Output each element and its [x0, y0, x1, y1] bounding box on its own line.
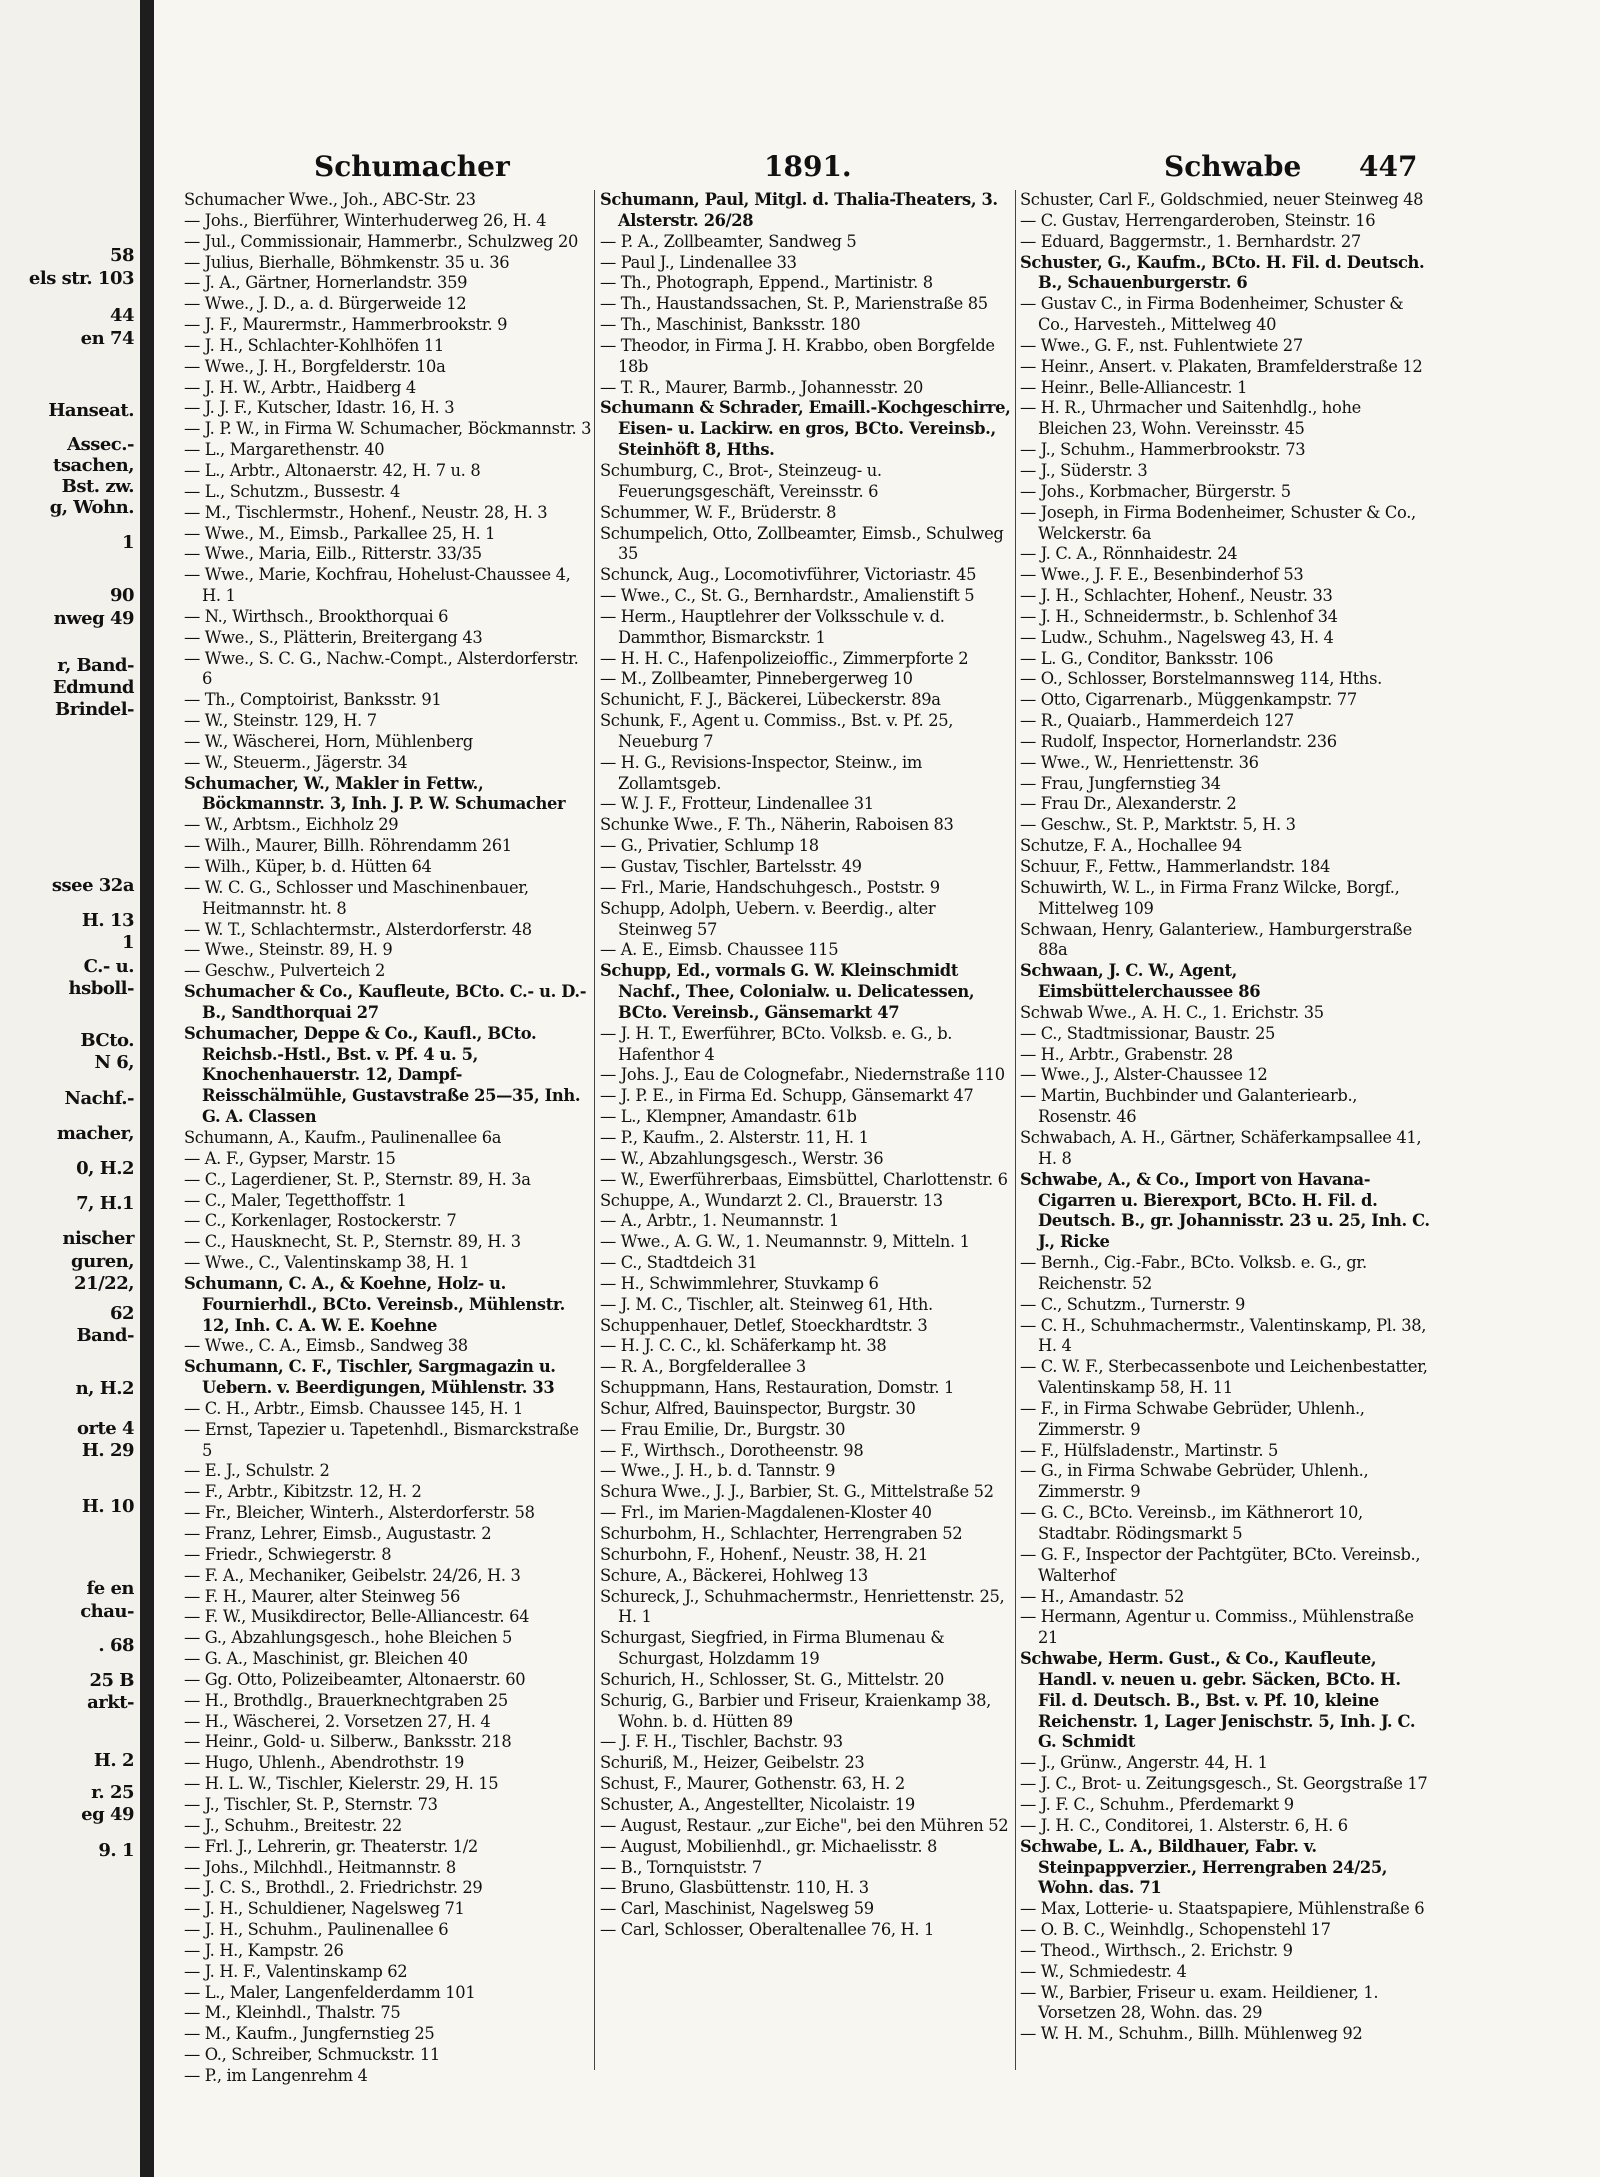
directory-entry: — Wwe., J., Alster-Chaussee 12 [1020, 1065, 1268, 1085]
directory-entry: — Wwe., W., Henriettenstr. 36 [1020, 752, 1259, 772]
directory-entry: — W. J. F., Frotteur, Lindenallee 31 [600, 794, 874, 814]
directory-entry: Schwabe, L. A., Bildhauer, Fabr. v. Steinpappverzier., Herrengraben 24/25, Wohn. das. 71 [1020, 1836, 1388, 1898]
directory-entry: — Franz, Lehrer, Eimsb., Augustastr. 2 [184, 1524, 492, 1543]
directory-entry: — Gustav, Tischler, Bartelsstr. 49 [600, 857, 862, 876]
directory-entry: — C., Maler, Tegetthoffstr. 1 [184, 1190, 407, 1210]
directory-entry: — F., in Firma Schwabe Gebrüder, Uhlenh., Zimmerstr. 9 [1020, 1398, 1365, 1439]
directory-entry: — J. H. W., Arbtr., Haidberg 4 [184, 377, 416, 397]
directory-entry: — J. P. W., in Firma W. Schumacher, Böckmannstr. 3 [184, 419, 592, 439]
prev-page-fragment: 90 [109, 585, 134, 606]
directory-entry: Schurbohm, H., Schlachter, Herrengraben 52 [600, 1524, 963, 1543]
column-divider [594, 190, 595, 2070]
directory-entry: — Gustav C., in Firma Bodenheimer, Schuster & Co., Harvesteh., Mittelweg 40 [1020, 294, 1404, 335]
directory-entry: Schuppmann, Hans, Restauration, Domstr. 1 [600, 1378, 955, 1398]
directory-entry: — J., Tischler, St. P., Sternstr. 73 [184, 1794, 438, 1814]
directory-entry: — Wwe., S., Plätterin, Breitergang 43 [184, 627, 483, 647]
directory-entry: Schunicht, F. J., Bäckerei, Lübeckerstr. 89a [600, 690, 941, 710]
prev-page-fragment: guren, [71, 1251, 134, 1272]
directory-entry: — L., Schutzm., Bussestr. 4 [184, 481, 401, 501]
directory-entry: — Wilh., Maurer, Billh. Röhrendamm 261 [184, 836, 512, 856]
directory-entry: — L. G., Conditor, Banksstr. 106 [1020, 648, 1274, 668]
previous-page-edge [0, 0, 143, 2177]
directory-entry: Schuster, Carl F., Goldschmied, neuer Steinweg 48 [1020, 190, 1424, 209]
directory-entry: — J. H., Schuldiener, Nagelsweg 71 [184, 1899, 465, 1919]
directory-entry: — J. H., Schneidermstr., b. Schlenhof 34 [1020, 606, 1338, 626]
directory-entry: — C., Stadtmissionar, Baustr. 25 [1020, 1023, 1276, 1043]
directory-entry: Schunke Wwe., F. Th., Näherin, Raboisen 83 [600, 815, 954, 835]
prev-page-fragment: Edmund [52, 677, 134, 698]
directory-entry: Schumacher, Deppe & Co., Kaufl., BCto. Reichsb.-Hstl., Bst. v. Pf. 4 u. 5, Knochenhauerstr. 12, Dampf-Reisschälmühle, Gustavstraße 25—35, Inh. G. A. Classen [184, 1023, 581, 1127]
directory-entry: — W. H. M., Schuhm., Billh. Mühlenweg 92 [1020, 2024, 1363, 2044]
directory-entry: Schumacher & Co., Kaufleute, BCto. C.- u. D.-B., Sandthorquai 27 [184, 982, 587, 1022]
prev-page-fragment: r. 25 [91, 1782, 134, 1803]
directory-entry: — Th., Photograph, Eppend., Martinistr. 8 [600, 273, 933, 293]
directory-entry: — Friedr., Schwiegerstr. 8 [184, 1544, 392, 1564]
directory-entry: Schumann, C. A., & Koehne, Holz- u. Fournierhdl., BCto. Vereinsb., Mühlenstr. 12, Inh. C. A. W. E. Koehne [184, 1273, 565, 1335]
directory-entry: — W., Arbtsm., Eichholz 29 [184, 815, 399, 835]
directory-entry: — J. H., Schlachter-Kohlhöfen 11 [184, 335, 444, 355]
directory-entry: — M., Kleinhdl., Thalstr. 75 [184, 2003, 401, 2023]
directory-entry: — Theodor, in Firma J. H. Krabbo, oben Borgfelde 18b [600, 335, 995, 376]
directory-entry: — F. W., Musikdirector, Belle-Alliancestr. 64 [184, 1607, 530, 1627]
directory-entry: — J. F., Maurermstr., Hammerbrookstr. 9 [184, 315, 508, 335]
directory-entry: — O., Schreiber, Schmuckstr. 11 [184, 2045, 440, 2065]
column-3 [1020, 190, 1430, 2150]
directory-entry: — H., Arbtr., Grabenstr. 28 [1020, 1044, 1233, 1064]
directory-entry: — F., Hülfsladenstr., Martinstr. 5 [1020, 1440, 1278, 1460]
directory-entry: — Carl, Maschinist, Nagelsweg 59 [600, 1899, 874, 1919]
prev-page-fragment: N 6, [94, 1052, 134, 1073]
directory-entry: — C. Gustav, Herrengarderoben, Steinstr. 16 [1020, 210, 1376, 230]
directory-entry: — Herm., Hauptlehrer der Volksschule v. d. Dammthor, Bismarckstr. 1 [600, 606, 945, 647]
prev-page-fragment: g, Wohn. [49, 497, 134, 518]
directory-entry: — H. R., Uhrmacher und Saitenhdlg., hohe Bleichen 23, Wohn. Vereinsstr. 45 [1020, 398, 1361, 439]
directory-entry: — W., Schmiedestr. 4 [1020, 1961, 1187, 1981]
prev-page-fragment: 62 [109, 1303, 134, 1324]
directory-entry: Schupp, Ed., vormals G. W. Kleinschmidt Nachf., Thee, Colonialw. u. Delicatessen, BCto. Vereinsb., Gänsemarkt 47 [600, 961, 975, 1022]
directory-entry: — G. C., BCto. Vereinsb., im Käthnerort 10, Stadtabr. Rödingsmarkt 5 [1020, 1503, 1363, 1543]
directory-entry: — Julius, Bierhalle, Böhmkenstr. 35 u. 36 [184, 252, 510, 272]
directory-entry: — Wwe., C., St. G., Bernhardstr., Amalienstift 5 [600, 586, 975, 606]
directory-entry: Schumacher, W., Makler in Fettw., Böckmannstr. 3, Inh. J. P. W. Schumacher [184, 773, 566, 814]
directory-entry: Schwabe, A., & Co., Import von Havana-Cigarren u. Bierexport, BCto. H. Fil. d. Deutsch. B., gr. Johannisstr. 23 u. 25, Inh. C. J., Ricke [1020, 1169, 1430, 1252]
directory-entry: — Wwe., J. F. E., Besenbinderhof 53 [1020, 565, 1304, 585]
directory-entry: — W., Wäscherei, Horn, Mühlenberg [184, 731, 473, 751]
directory-entry: — J. H. C., Conditorei, 1. Alsterstr. 6, H. 6 [1020, 1815, 1348, 1835]
prev-page-fragment: nischer [62, 1228, 134, 1249]
directory-entry: — Wwe., C. A., Eimsb., Sandweg 38 [184, 1336, 468, 1356]
directory-entry: Schumburg, C., Brot-, Steinzeug- u. Feuerungsgeschäft, Vereinsstr. 6 [600, 460, 882, 501]
directory-entry: — A. F., Gypser, Marstr. 15 [184, 1148, 396, 1168]
directory-entry: Schutze, F. A., Hochallee 94 [1020, 836, 1242, 856]
prev-page-fragment: Band- [76, 1325, 134, 1346]
directory-entry: — Heinr., Ansert. v. Plakaten, Bramfelderstraße 12 [1020, 356, 1423, 376]
directory-entry: Schwaan, Henry, Galanteriew., Hamburgerstraße 88a [1020, 919, 1412, 960]
directory-entry: Schura Wwe., J. J., Barbier, St. G., Mittelstraße 52 [600, 1482, 994, 1502]
directory-entry: Schuwirth, W. L., in Firma Franz Wilcke, Borgf., Mittelweg 109 [1020, 877, 1400, 918]
directory-entry: Schunck, Aug., Locomotivführer, Victoriastr. 45 [600, 565, 977, 585]
column-2 [600, 190, 1012, 2150]
directory-entry: — Frau Emilie, Dr., Burgstr. 30 [600, 1419, 846, 1439]
prev-page-fragment: 21/22, [74, 1273, 134, 1294]
directory-entry: — Ernst, Tapezier u. Tapetenhdl., Bismarckstraße 5 [184, 1419, 579, 1460]
directory-entry: — Th., Comptoirist, Banksstr. 91 [184, 690, 442, 710]
directory-entry: — Wwe., J. D., a. d. Bürgerweide 12 [184, 294, 467, 314]
directory-entry: — Geschw., St. P., Marktstr. 5, H. 3 [1020, 815, 1296, 835]
directory-entry: — August, Restaur. „zur Eiche", bei den Mühren 52 [600, 1815, 1009, 1835]
directory-entry: — O. B. C., Weinhdlg., Schopenstehl 17 [1020, 1920, 1331, 1940]
prev-page-fragment: eg 49 [81, 1804, 134, 1825]
directory-entry: — B., Tornquiststr. 7 [600, 1857, 762, 1877]
directory-entry: — H., Amandastr. 52 [1020, 1586, 1185, 1606]
header-year: 1891. [764, 150, 852, 183]
prev-page-fragment: Nachf.- [64, 1088, 134, 1109]
directory-entry: — G., Abzahlungsgesch., hohe Bleichen 5 [184, 1628, 513, 1648]
directory-entry: — J. H. F., Valentinskamp 62 [184, 1961, 408, 1981]
directory-entry: Schureck, J., Schuhmachermstr., Henriettenstr. 25, H. 1 [600, 1586, 1005, 1627]
directory-entry: — J. H., Schuhm., Paulinenallee 6 [184, 1920, 449, 1940]
directory-entry: — M., Kaufm., Jungfernstieg 25 [184, 2024, 435, 2044]
directory-entry: — Wwe., M., Eimsb., Parkallee 25, H. 1 [184, 523, 496, 543]
directory-entry: — Hermann, Agentur u. Commiss., Mühlenstraße 21 [1020, 1607, 1414, 1648]
directory-entry: Schuster, G., Kaufm., BCto. H. Fil. d. Deutsch. B., Schauenburgerstr. 6 [1020, 252, 1425, 293]
directory-entry: — Theod., Wirthsch., 2. Erichstr. 9 [1020, 1940, 1293, 1960]
directory-entry: — P., Kaufm., 2. Alsterstr. 11, H. 1 [600, 1127, 869, 1147]
prev-page-fragment: macher, [56, 1123, 134, 1144]
directory-entry: Schurich, H., Schlosser, St. G., Mittelstr. 20 [600, 1669, 945, 1689]
directory-entry: — N., Wirthsch., Brookthorquai 6 [184, 606, 449, 626]
prev-page-fragment: H. 29 [81, 1440, 134, 1461]
directory-entry: — H. L. W., Tischler, Kielerstr. 29, H. 15 [184, 1774, 499, 1794]
directory-entry: — H., Wäscherei, 2. Vorsetzen 27, H. 4 [184, 1711, 491, 1731]
directory-entry: — M., Tischlermstr., Hohenf., Neustr. 28, H. 3 [184, 502, 548, 522]
directory-entry: — P., im Langenrehm 4 [184, 2065, 368, 2085]
directory-entry: Schuppe, A., Wundarzt 2. Cl., Brauerstr. 13 [600, 1190, 943, 1210]
directory-entry: — Frl., Marie, Handschuhgesch., Poststr. 9 [600, 877, 940, 897]
directory-entry: — C., Stadtdeich 31 [600, 1253, 758, 1273]
directory-entry: — J. J. F., Kutscher, Idastr. 16, H. 3 [184, 398, 455, 418]
directory-entry: — C., Lagerdiener, St. P., Sternstr. 89, H. 3a [184, 1169, 531, 1189]
directory-entry: — Heinr., Belle-Alliancestr. 1 [1020, 377, 1248, 397]
directory-entry: — Wwe., Marie, Kochfrau, Hohelust-Chaussee 4, H. 1 [184, 565, 571, 606]
directory-entry: — Wwe., J. H., Borgfelderstr. 10a [184, 356, 446, 376]
directory-entry: — W., Steuerm., Jägerstr. 34 [184, 752, 408, 772]
directory-entry: Schummer, W. F., Brüderstr. 8 [600, 502, 837, 522]
page-number: 447 [1359, 150, 1418, 183]
prev-page-fragment: fe en [86, 1578, 134, 1599]
directory-entry: — Wwe., A. G. W., 1. Neumannstr. 9, Mitteln. 1 [600, 1232, 970, 1252]
prev-page-fragment: Bst. zw. [61, 476, 134, 497]
prev-page-fragment: 1 [121, 532, 134, 553]
directory-entry: Schwabach, A. H., Gärtner, Schäferkampsallee 41, H. 8 [1020, 1127, 1422, 1168]
prev-page-fragment: orte 4 [76, 1418, 134, 1439]
book-gutter [140, 0, 154, 2177]
directory-entry: — J., Schuhm., Breitestr. 22 [184, 1815, 402, 1835]
directory-entry: Schumann, Paul, Mitgl. d. Thalia-Theaters, 3. Alsterstr. 26/28 [600, 190, 998, 230]
directory-entry: — C., Korkenlager, Rostockerstr. 7 [184, 1211, 457, 1231]
directory-entry: — R., Quaiarb., Hammerdeich 127 [1020, 711, 1294, 731]
directory-entry: — Frl., im Marien-Magdalenen-Kloster 40 [600, 1503, 932, 1523]
directory-entry: — Max, Lotterie- u. Staatspapiere, Mühlenstraße 6 [1020, 1899, 1425, 1919]
directory-entry: Schuur, F., Fettw., Hammerlandstr. 184 [1020, 857, 1331, 876]
directory-entry: — F., Wirthsch., Dorotheenstr. 98 [600, 1440, 864, 1460]
prev-page-fragment: H. 13 [81, 910, 134, 931]
directory-entry: — Rudolf, Inspector, Hornerlandstr. 236 [1020, 731, 1337, 751]
directory-entry: — L., Maler, Langenfelderdamm 101 [184, 1982, 476, 2002]
directory-entry: — T. R., Maurer, Barmb., Johannesstr. 20 [600, 377, 923, 397]
prev-page-fragment: C.- u. [83, 956, 134, 977]
directory-entry: Schwaan, J. C. W., Agent, Eimsbüttelerchaussee 86 [1020, 961, 1261, 1002]
prev-page-fragment: arkt- [87, 1692, 134, 1713]
prev-page-fragment: nweg 49 [53, 608, 134, 629]
directory-entry: — C., Schutzm., Turnerstr. 9 [1020, 1294, 1246, 1314]
directory-entry: — J. C., Brot- u. Zeitungsgesch., St. Georgstraße 17 [1020, 1774, 1428, 1794]
directory-entry: — C. H., Schuhmachermstr., Valentinskamp, Pl. 38, H. 4 [1020, 1315, 1427, 1356]
directory-entry: — L., Arbtr., Altonaerstr. 42, H. 7 u. 8 [184, 460, 481, 480]
directory-entry: — W., Ewerführerbaas, Eimsbüttel, Charlottenstr. 6 [600, 1169, 1008, 1189]
directory-entry: Schunk, F., Agent u. Commiss., Bst. v. Pf. 25, Neueburg 7 [600, 711, 954, 751]
prev-page-fragment: 0, H.2 [76, 1158, 134, 1179]
directory-entry: — Wwe., G. F., nst. Fuhlentwiete 27 [1020, 335, 1303, 355]
directory-entry: — Wwe., C., Valentinskamp 38, H. 1 [184, 1253, 470, 1273]
directory-entry: — L., Klempner, Amandastr. 61b [600, 1107, 857, 1127]
directory-entry: — C., Hausknecht, St. P., Sternstr. 89, H. 3 [184, 1232, 521, 1252]
directory-entry: — C. W. F., Sterbecassenbote und Leichenbestatter, Valentinskamp 58, H. 11 [1020, 1357, 1428, 1398]
directory-entry: — Wwe., S. C. G., Nachw.-Compt., Alsterdorferstr. 6 [184, 648, 579, 689]
directory-entry: — Eduard, Baggermstr., 1. Bernhardstr. 27 [1020, 231, 1361, 251]
directory-entry: — Martin, Buchbinder und Galanteriearb., Rosenstr. 46 [1020, 1086, 1358, 1127]
page-header [154, 150, 1600, 190]
prev-page-fragment: Hanseat. [48, 400, 134, 421]
directory-entry: — Gg. Otto, Polizeibeamter, Altonaerstr. 60 [184, 1669, 526, 1689]
directory-entry: — F., Arbtr., Kibitzstr. 12, H. 2 [184, 1482, 422, 1502]
directory-entry: — Bernh., Cig.-Fabr., BCto. Volksb. e. G., gr. Reichenstr. 52 [1020, 1253, 1367, 1293]
directory-entry: Schust, F., Maurer, Gothenstr. 63, H. 2 [600, 1774, 905, 1794]
header-left-keyword: Schumacher [314, 150, 510, 183]
directory-entry: — Frau Dr., Alexanderstr. 2 [1020, 794, 1237, 814]
directory-page [154, 0, 1600, 2177]
directory-entry: Schumacher Wwe., Joh., ABC-Str. 23 [184, 190, 476, 209]
directory-entry: — Carl, Schlosser, Oberaltenallee 76, H. 1 [600, 1920, 935, 1940]
directory-entry: — G., Privatier, Schlump 18 [600, 836, 819, 856]
prev-page-fragment: H. 10 [81, 1496, 134, 1517]
directory-entry: — J. M. C., Tischler, alt. Steinweg 61, Hth. [600, 1294, 933, 1314]
directory-entry: — W. T., Schlachtermstr., Alsterdorferstr. 48 [184, 919, 532, 939]
directory-entry: — Geschw., Pulverteich 2 [184, 961, 385, 981]
directory-entry: — August, Mobilienhdl., gr. Michaelisstr. 8 [600, 1836, 938, 1856]
directory-entry: — L., Margarethenstr. 40 [184, 440, 385, 460]
directory-entry: Schumann, A., Kaufm., Paulinenallee 6a [184, 1127, 502, 1147]
directory-entry: — Th., Maschinist, Banksstr. 180 [600, 315, 861, 335]
directory-entry: — W., Steinstr. 129, H. 7 [184, 711, 377, 731]
directory-entry: — A. E., Eimsb. Chaussee 115 [600, 940, 839, 960]
prev-page-fragment: BCto. [80, 1030, 134, 1051]
directory-entry: Schwab Wwe., A. H. C., 1. Erichstr. 35 [1020, 1002, 1324, 1022]
column-1 [184, 190, 592, 2150]
prev-page-fragment: 7, H.1 [76, 1193, 134, 1214]
directory-entry: Schurig, G., Barbier und Friseur, Kraienkamp 38, Wohn. b. d. Hütten 89 [600, 1690, 991, 1731]
directory-entry: Schurbohn, F., Hohenf., Neustr. 38, H. 21 [600, 1544, 929, 1564]
directory-entry: — Wwe., J. H., b. d. Tannstr. 9 [600, 1461, 836, 1481]
directory-entry: — H. J. C. C., kl. Schäferkamp ht. 38 [600, 1336, 887, 1356]
prev-page-fragment: Brindel- [55, 699, 134, 720]
directory-entry: — Joseph, in Firma Bodenheimer, Schuster & Co., Welckerstr. 6a [1020, 502, 1416, 543]
prev-page-fragment: tsachen, [53, 455, 134, 476]
directory-entry: Schuriß, M., Heizer, Geibelstr. 23 [600, 1753, 865, 1773]
directory-entry: — Johs., Korbmacher, Bürgerstr. 5 [1020, 481, 1291, 501]
directory-entry: — R. A., Borgfelderallee 3 [600, 1357, 806, 1377]
directory-entry: — P. A., Zollbeamter, Sandweg 5 [600, 231, 857, 251]
directory-entry: — Th., Haustandssachen, St. P., Marienstraße 85 [600, 294, 988, 314]
directory-entry: Schumpelich, Otto, Zollbeamter, Eimsb., Schulweg 35 [600, 523, 1004, 564]
prev-page-fragment: Assec.- [67, 434, 134, 455]
directory-entry: — H., Brothdlg., Brauerknechtgraben 25 [184, 1690, 508, 1710]
directory-entry: Schuster, A., Angestellter, Nicolaistr. 19 [600, 1794, 915, 1814]
directory-entry: Schumann, C. F., Tischler, Sargmagazin u. Uebern. v. Beerdigungen, Mühlenstr. 33 [184, 1357, 556, 1398]
directory-entry: — H., Schwimmlehrer, Stuvkamp 6 [600, 1273, 879, 1293]
directory-entry: — Fr., Bleicher, Winterh., Alsterdorferstr. 58 [184, 1503, 535, 1523]
directory-entry: — F. H., Maurer, alter Steinweg 56 [184, 1586, 460, 1606]
directory-entry: — J., Schuhm., Hammerbrookstr. 73 [1020, 440, 1306, 460]
directory-entry: Schwabe, Herm. Gust., & Co., Kaufleute, Handl. v. neuen u. gebr. Säcken, BCto. H. Fil. d. Deutsch. B., Bst. v. Pf. 10, kleine Reichenstr. 1, Lager Jenischstr. 5, Inh. J. C. G. Schmidt [1020, 1649, 1416, 1752]
directory-entry: — Bruno, Glasbüttenstr. 110, H. 3 [600, 1878, 869, 1898]
directory-entry: Schure, A., Bäckerei, Hohlweg 13 [600, 1565, 868, 1585]
prev-page-fragment: hsboll- [68, 978, 134, 999]
directory-entry: — Johs., Bierführer, Winterhuderweg 26, H. 4 [184, 210, 547, 230]
directory-entry: — W. C. G., Schlosser und Maschinenbauer, Heitmannstr. ht. 8 [184, 877, 529, 918]
directory-entry: — J. P. E., in Firma Ed. Schupp, Gänsemarkt 47 [600, 1086, 974, 1106]
directory-entry: — Johs., Milchhdl., Heitmannstr. 8 [184, 1857, 456, 1877]
directory-entry: — A., Arbtr., 1. Neumannstr. 1 [600, 1211, 840, 1231]
prev-page-fragment: chau- [80, 1601, 134, 1622]
directory-entry: — O., Schlosser, Borstelmannsweg 114, Hths. [1020, 669, 1382, 689]
prev-page-fragment: 25 B [89, 1670, 134, 1691]
directory-entry: — G., in Firma Schwabe Gebrüder, Uhlenh., Zimmerstr. 9 [1020, 1461, 1369, 1502]
directory-entry: Schupp, Adolph, Uebern. v. Beerdig., alter Steinweg 57 [600, 898, 936, 939]
prev-page-fragment: en 74 [80, 328, 134, 349]
directory-entry: — C. H., Arbtr., Eimsb. Chaussee 145, H. 1 [184, 1398, 524, 1418]
directory-entry: — F. A., Mechaniker, Geibelstr. 24/26, H. 3 [184, 1565, 521, 1585]
directory-entry: Schurgast, Siegfried, in Firma Blumenau & Schurgast, Holzdamm 19 [600, 1628, 945, 1669]
header-right-keyword: Schwabe [1164, 150, 1302, 183]
directory-entry: — Wwe., Maria, Eilb., Ritterstr. 33/35 [184, 544, 482, 564]
prev-page-fragment: 44 [109, 305, 134, 326]
directory-entry: — Frau, Jungfernstieg 34 [1020, 773, 1221, 793]
directory-entry: — M., Zollbeamter, Pinnebergerweg 10 [600, 669, 913, 689]
directory-entry: — Wwe., Steinstr. 89, H. 9 [184, 940, 393, 960]
directory-entry: — G. A., Maschinist, gr. Bleichen 40 [184, 1649, 468, 1669]
directory-entry: — Otto, Cigarrenarb., Müggenkampstr. 77 [1020, 690, 1357, 710]
directory-entry: — J. H. T., Ewerführer, BCto. Volksb. e. G., b. Hafenthor 4 [600, 1023, 953, 1064]
prev-page-fragment: 1 [121, 932, 134, 953]
directory-entry: — Hugo, Uhlenh., Abendrothstr. 19 [184, 1753, 465, 1773]
prev-page-fragment: n, H.2 [75, 1378, 134, 1399]
prev-page-fragment: . 68 [98, 1635, 134, 1656]
directory-entry: — J. C. A., Rönnhaidestr. 24 [1020, 544, 1238, 564]
directory-entry: — H. G., Revisions-Inspector, Steinw., im Zollamtsgeb. [600, 752, 922, 793]
prev-page-fragment: ssee 32a [51, 875, 134, 896]
column-divider [1015, 190, 1016, 2070]
directory-entry: — J. A., Gärtner, Hornerlandstr. 359 [184, 273, 468, 293]
directory-entry: — Paul J., Lindenallee 33 [600, 252, 797, 272]
directory-entry: — J. F. H., Tischler, Bachstr. 93 [600, 1732, 843, 1752]
directory-entry: — G. F., Inspector der Pachtgüter, BCto. Vereinsb., Walterhof [1020, 1544, 1421, 1585]
directory-entry: — Ludw., Schuhm., Nagelsweg 43, H. 4 [1020, 627, 1334, 647]
directory-entry: — J. C. S., Brothdl., 2. Friedrichstr. 29 [184, 1878, 483, 1898]
prev-page-fragment: 58 [109, 245, 134, 266]
directory-entry: — J., Süderstr. 3 [1020, 460, 1148, 480]
directory-entry: — Frl. J., Lehrerin, gr. Theaterstr. 1/2 [184, 1836, 478, 1856]
directory-entry: — W., Barbier, Friseur u. exam. Heildiener, 1. Vorsetzen 28, Wohn. das. 29 [1020, 1982, 1379, 2023]
prev-page-fragment: r, Band- [57, 655, 134, 676]
directory-entry: — J., Grünw., Angerstr. 44, H. 1 [1020, 1753, 1268, 1773]
directory-entry: — J. H., Kampstr. 26 [184, 1940, 344, 1960]
directory-entry: — Jul., Commissionair, Hammerbr., Schulzweg 20 [184, 231, 578, 251]
directory-entry: — W., Abzahlungsgesch., Werstr. 36 [600, 1148, 884, 1168]
directory-entry: — J. H., Schlachter, Hohenf., Neustr. 33 [1020, 586, 1333, 606]
prev-page-fragment: 9. 1 [98, 1840, 134, 1861]
directory-entry: — J. F. C., Schuhm., Pferdemarkt 9 [1020, 1794, 1294, 1814]
directory-entry: — Heinr., Gold- u. Silberw., Banksstr. 218 [184, 1732, 512, 1752]
directory-entry: — Johs. J., Eau de Colognefabr., Niedernstraße 110 [600, 1065, 1005, 1085]
directory-entry: Schur, Alfred, Bauinspector, Burgstr. 30 [600, 1398, 916, 1418]
directory-entry: — H. H. C., Hafenpolizeioffic., Zimmerpforte 2 [600, 648, 969, 668]
directory-entry: — Wilh., Küper, b. d. Hütten 64 [184, 857, 432, 876]
directory-entry: Schuppenhauer, Detlef, Stoeckhardtstr. 3 [600, 1315, 928, 1335]
prev-page-fragment: H. 2 [93, 1750, 134, 1771]
prev-page-fragment: els str. 103 [28, 268, 134, 289]
directory-entry: Schumann & Schrader, Emaill.-Kochgeschirre, Eisen- u. Lackirw. en gros, BCto. Vereinsb., Steinhöft 8, Hths. [600, 398, 1011, 460]
directory-entry: — E. J., Schulstr. 2 [184, 1461, 330, 1481]
